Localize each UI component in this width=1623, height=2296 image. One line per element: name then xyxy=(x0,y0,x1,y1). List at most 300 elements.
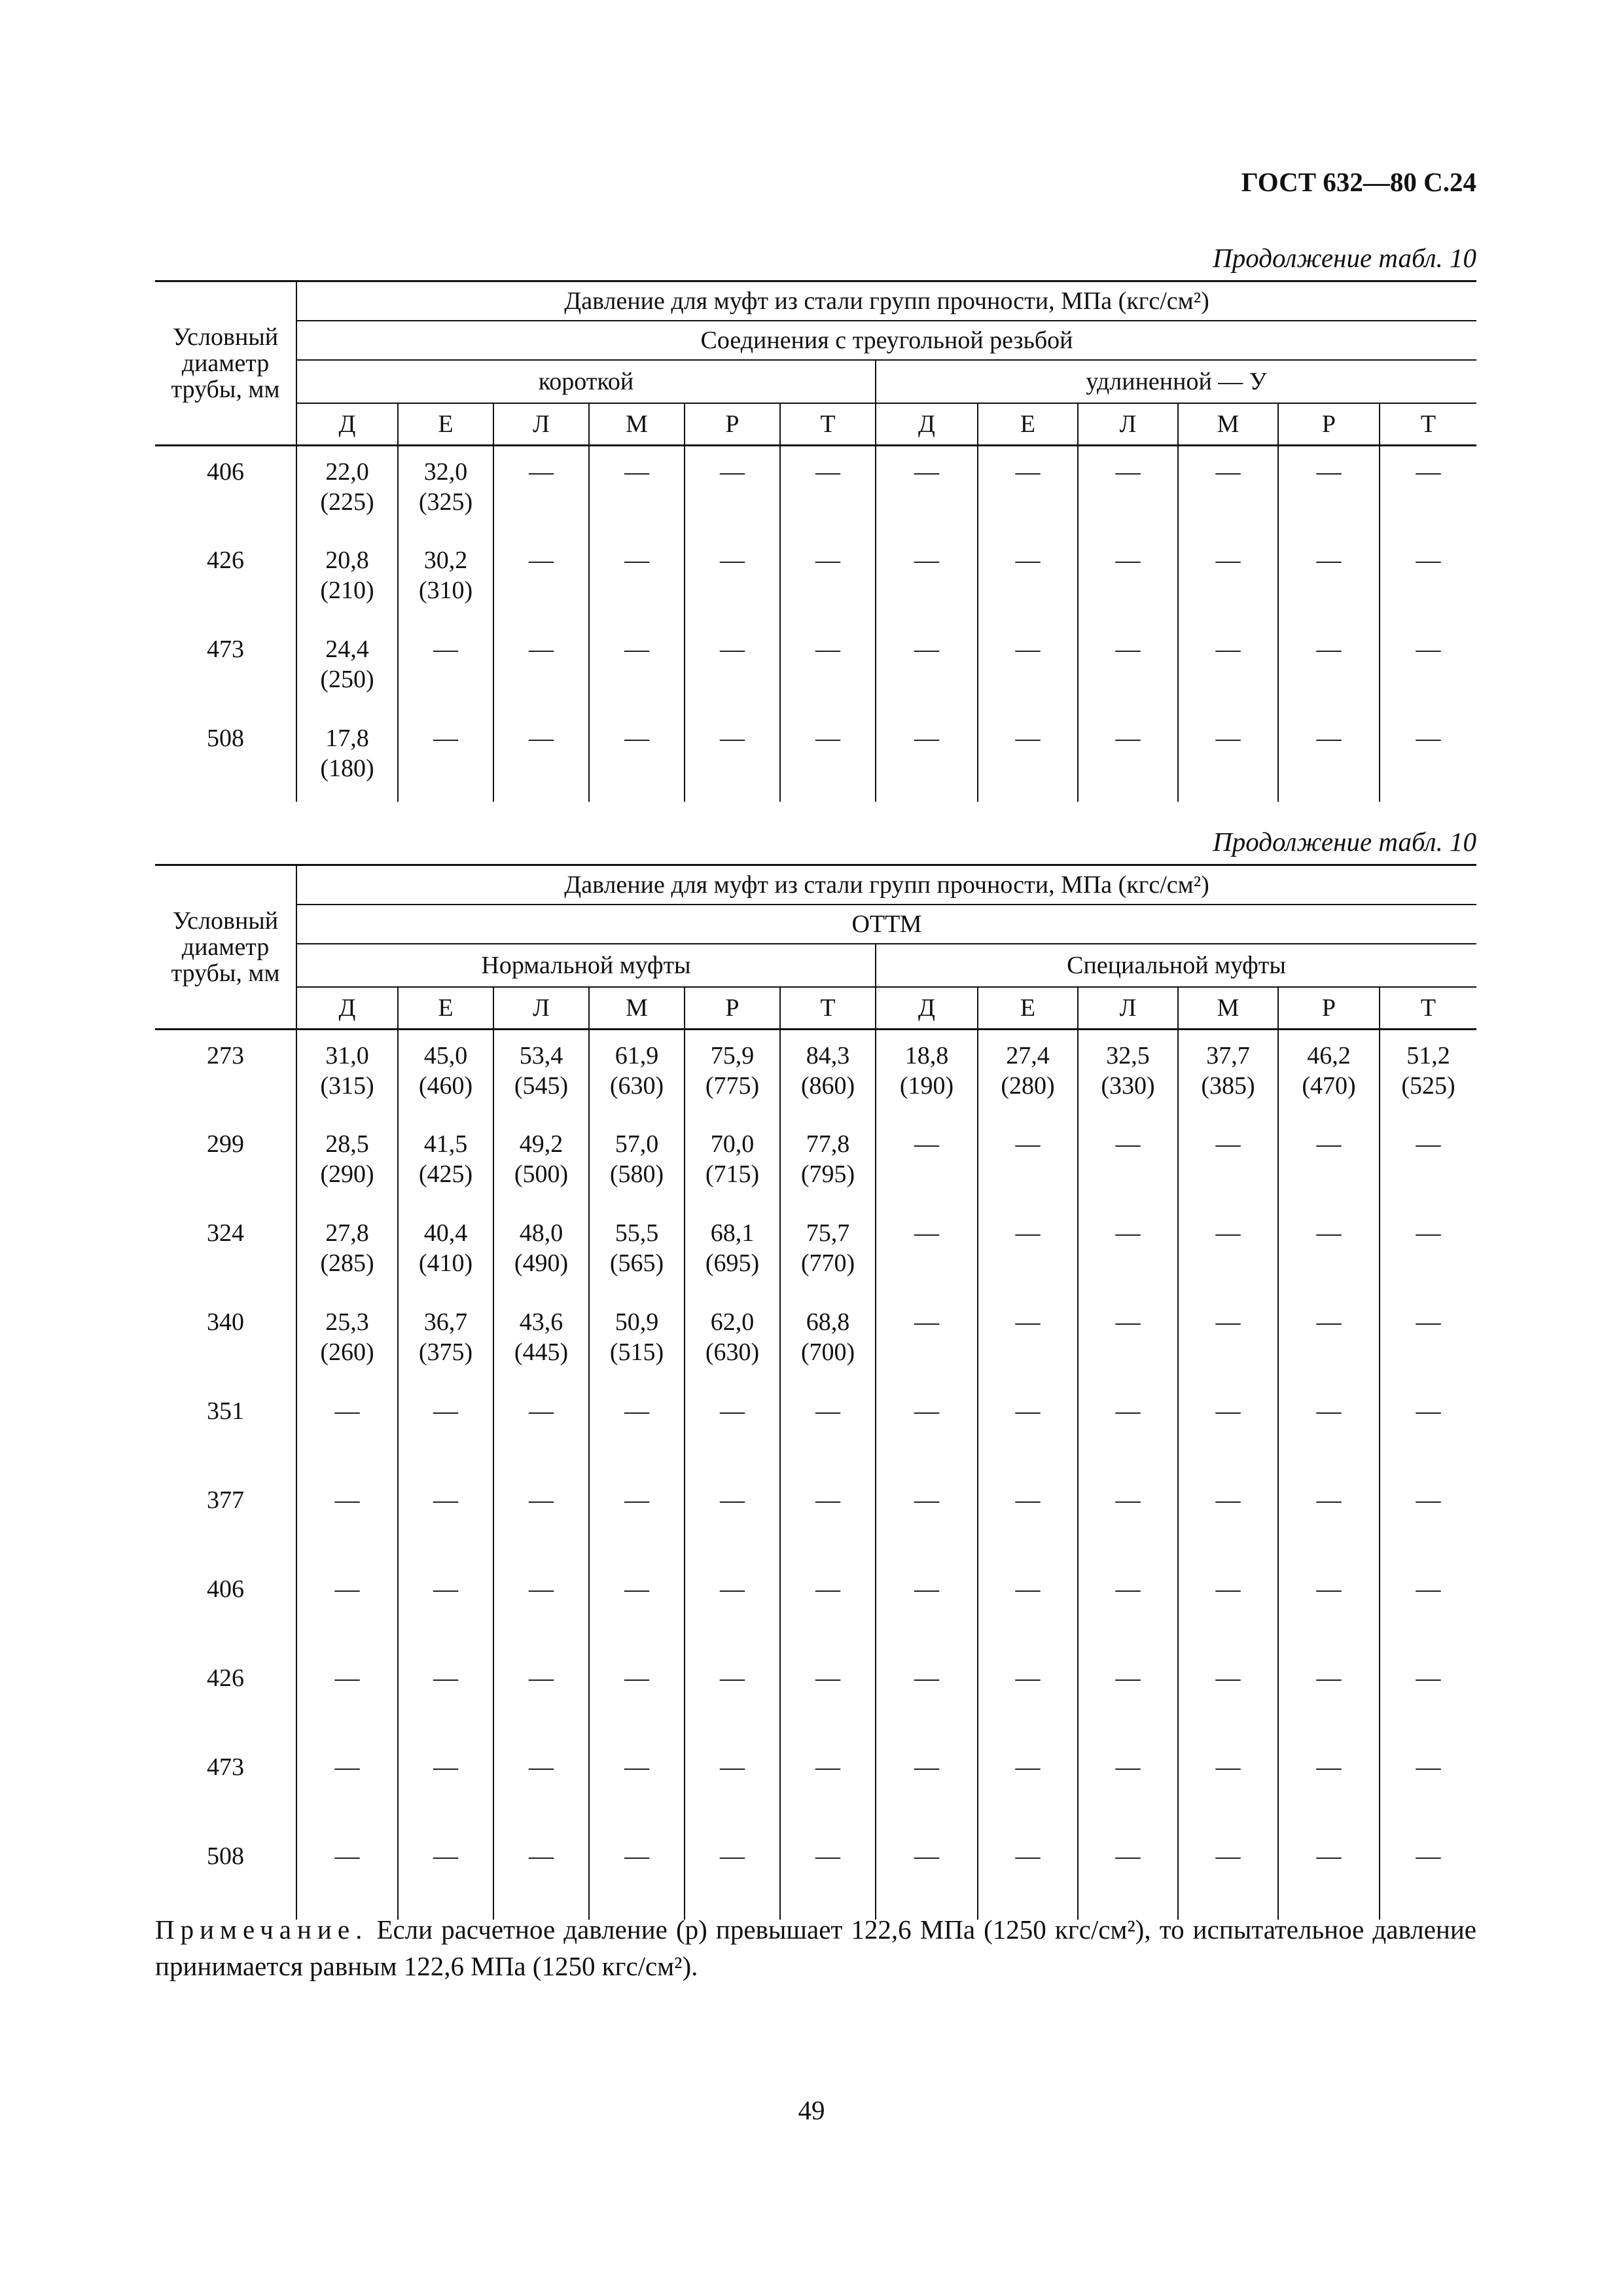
pressure-cell xyxy=(1278,446,1380,535)
pressure-mpa: — xyxy=(624,1753,649,1781)
pressure-mpa: — xyxy=(1316,458,1342,486)
pressure-mpa: 18,8 xyxy=(904,1042,949,1069)
table-row xyxy=(155,1475,1476,1564)
column-header-9: Л xyxy=(1078,403,1178,446)
pressure-cell xyxy=(493,624,589,713)
column-header-2: Е xyxy=(398,987,493,1030)
pressure-cell xyxy=(876,1742,978,1831)
pressure-mpa: — xyxy=(1015,1219,1041,1247)
pressure-kgf: (515) xyxy=(609,1338,664,1366)
pressure-cell xyxy=(1278,1030,1380,1119)
column-header-10: М xyxy=(1178,403,1278,446)
pressure-mpa: — xyxy=(720,1575,745,1603)
pressure-kgf: (180) xyxy=(320,754,374,782)
pressure-cell xyxy=(296,1119,398,1208)
diameter-cell: 473 xyxy=(207,635,244,663)
pressure-cell xyxy=(978,446,1078,535)
pressure-kgf: (285) xyxy=(320,1249,374,1277)
pressure-cell xyxy=(1380,1119,1476,1208)
table-row xyxy=(155,1386,1476,1475)
pressure-cell xyxy=(685,1742,780,1831)
pressure-kgf: (545) xyxy=(514,1072,569,1100)
pressure-mpa: — xyxy=(720,546,745,574)
pressure-mpa: — xyxy=(1316,546,1342,574)
pressure-mpa: — xyxy=(1015,1130,1041,1158)
pressure-cell xyxy=(978,1119,1078,1208)
pressure-mpa: — xyxy=(914,1308,939,1336)
pressure-cell xyxy=(1178,1208,1278,1297)
pressure-mpa: — xyxy=(815,1575,840,1603)
table-row xyxy=(155,1030,1476,1119)
pressure-kgf: (460) xyxy=(418,1072,473,1100)
pressure-cell xyxy=(398,1030,493,1119)
pressure-mpa: — xyxy=(624,1664,649,1692)
pressure-cell xyxy=(978,1742,1078,1831)
pressure-cell xyxy=(1078,535,1178,624)
pressure-cell xyxy=(1078,1475,1178,1564)
pressure-mpa: — xyxy=(529,458,554,486)
pressure-mpa: 62,0 xyxy=(710,1308,755,1336)
pressure-cell xyxy=(685,1475,780,1564)
pressure-cell xyxy=(1278,624,1380,713)
column-header-5: Р xyxy=(685,403,780,446)
pressure-mpa: — xyxy=(720,458,745,486)
pressure-mpa: — xyxy=(815,635,840,663)
pressure-kgf: (330) xyxy=(1101,1072,1155,1100)
pressure-mpa: — xyxy=(433,1753,458,1781)
pressure-cell xyxy=(398,624,493,713)
pressure-cell xyxy=(493,1653,589,1742)
diameter-cell: 340 xyxy=(207,1308,244,1336)
pressure-mpa: — xyxy=(1215,1308,1241,1336)
pressure-mpa: 57,0 xyxy=(615,1130,659,1158)
pressure-mpa: 40,4 xyxy=(423,1219,468,1247)
diameter-cell: 508 xyxy=(207,724,244,752)
pressure-cell xyxy=(1380,713,1476,802)
pressure-cell xyxy=(978,713,1078,802)
pressure-cell xyxy=(876,535,978,624)
pressure-mpa: — xyxy=(1015,546,1041,574)
pressure-mpa: — xyxy=(720,1842,745,1870)
pressure-mpa: — xyxy=(815,458,840,486)
pressure-mpa: — xyxy=(334,1397,360,1425)
pressure-cell xyxy=(296,1030,398,1119)
pressure-mpa: — xyxy=(720,1486,745,1514)
pressure-mpa: 43,6 xyxy=(519,1308,563,1336)
pressure-cell xyxy=(685,1564,780,1653)
pressure-mpa: 49,2 xyxy=(519,1130,563,1158)
pressure-mpa: — xyxy=(624,1397,649,1425)
pressure-kgf: (210) xyxy=(320,576,374,604)
pressure-kgf: (500) xyxy=(514,1160,569,1188)
pressure-cell xyxy=(589,1564,685,1653)
pressure-mpa: — xyxy=(1115,1753,1141,1781)
pressure-mpa: — xyxy=(1316,1219,1342,1247)
pressure-cell xyxy=(780,624,876,713)
pressure-mpa: — xyxy=(624,1842,649,1870)
pressure-cell xyxy=(1178,446,1278,535)
pressure-cell xyxy=(1278,1475,1380,1564)
group-extended-header: удлиненной — У xyxy=(876,360,1476,403)
pressure-kgf: (190) xyxy=(899,1072,954,1100)
connection-header: ОТТМ xyxy=(296,905,1476,944)
pressure-kgf: (525) xyxy=(1401,1072,1455,1100)
diameter-cell: 406 xyxy=(207,1575,244,1603)
pressure-cell xyxy=(589,446,685,535)
pressure-mpa: — xyxy=(815,546,840,574)
pressure-cell xyxy=(1178,1653,1278,1742)
pressure-mpa: — xyxy=(529,1753,554,1781)
pressure-cell xyxy=(296,1564,398,1653)
pressure-cell xyxy=(1278,1831,1380,1920)
pressure-mpa: — xyxy=(529,635,554,663)
pressure-kgf: (290) xyxy=(320,1160,374,1188)
pressure-cell xyxy=(978,535,1078,624)
pressure-cell xyxy=(780,1208,876,1297)
pressure-kgf: (315) xyxy=(320,1072,374,1100)
diameter-cell: 324 xyxy=(207,1219,244,1247)
column-header-12: Т xyxy=(1380,403,1476,446)
pressure-mpa: 51,2 xyxy=(1406,1042,1450,1069)
pressure-mpa: — xyxy=(1115,1664,1141,1692)
pressure-kgf: (225) xyxy=(320,488,374,516)
diameter-cell: 299 xyxy=(207,1130,244,1158)
pressure-cell xyxy=(493,1564,589,1653)
pressure-cell xyxy=(296,1653,398,1742)
table-row xyxy=(155,1297,1476,1386)
pressure-mpa: — xyxy=(1115,1397,1141,1425)
pressure-cell xyxy=(1078,1030,1178,1119)
pressure-cell xyxy=(493,1831,589,1920)
pressure-cell xyxy=(978,1297,1078,1386)
pressure-cell xyxy=(589,624,685,713)
pressure-mpa: — xyxy=(720,1753,745,1781)
pressure-mpa: — xyxy=(529,1575,554,1603)
pressure-mpa: — xyxy=(1316,1130,1342,1158)
pressure-mpa: — xyxy=(1015,724,1041,752)
pressure-mpa: — xyxy=(914,1219,939,1247)
pressure-cell xyxy=(685,1386,780,1475)
pressure-mpa: — xyxy=(1416,1842,1441,1870)
column-header-7: Д xyxy=(876,987,978,1030)
group-short-header: короткой xyxy=(296,360,876,403)
pressure-mpa: — xyxy=(1316,724,1342,752)
pressure-cell xyxy=(296,1475,398,1564)
pressure-mpa: 55,5 xyxy=(615,1219,659,1247)
table-note xyxy=(155,1911,1476,1984)
diameter-cell: 377 xyxy=(207,1486,244,1514)
table-row xyxy=(155,1208,1476,1297)
pressure-kgf: (325) xyxy=(418,488,473,516)
pressure-kgf: (490) xyxy=(514,1249,569,1277)
pressure-cell xyxy=(978,1208,1078,1297)
pressure-cell xyxy=(978,1386,1078,1475)
pressure-cell xyxy=(876,1030,978,1119)
pressure-mpa: — xyxy=(1015,1575,1041,1603)
pressure-table-ottm xyxy=(155,864,1476,1920)
pressure-mpa: — xyxy=(529,1664,554,1692)
pressure-mpa: 53,4 xyxy=(519,1042,563,1069)
table2-continuation-label: Продолжение табл. 10 xyxy=(1213,827,1476,857)
pressure-cell xyxy=(589,1297,685,1386)
pressure-mpa: 27,4 xyxy=(1006,1042,1050,1069)
pressure-kgf: (425) xyxy=(418,1160,473,1188)
pressure-cell xyxy=(876,624,978,713)
pressure-cell xyxy=(398,1297,493,1386)
pressure-cell xyxy=(398,535,493,624)
group-special-header: Специальной муфты xyxy=(876,944,1476,987)
pressure-cell xyxy=(1078,713,1178,802)
pressure-mpa: — xyxy=(815,1664,840,1692)
pressure-kgf: (860) xyxy=(800,1072,855,1100)
pressure-kgf: (715) xyxy=(705,1160,760,1188)
pressure-mpa: 22,0 xyxy=(325,458,369,486)
pressure-mpa: — xyxy=(1115,1842,1141,1870)
pressure-cell xyxy=(1380,1030,1476,1119)
pressure-cell xyxy=(780,1119,876,1208)
pressure-mpa: — xyxy=(529,724,554,752)
pressure-cell xyxy=(589,713,685,802)
pressure-cell xyxy=(1078,1208,1178,1297)
pressure-mpa: — xyxy=(914,1397,939,1425)
pressure-cell xyxy=(1278,1742,1380,1831)
table-row xyxy=(155,1831,1476,1920)
pressure-mpa: 61,9 xyxy=(615,1042,659,1069)
pressure-cell xyxy=(398,1564,493,1653)
pressure-cell xyxy=(493,535,589,624)
pressure-kgf: (310) xyxy=(418,576,473,604)
pressure-mpa: — xyxy=(914,1130,939,1158)
pressure-cell xyxy=(978,1653,1078,1742)
pressure-mpa: — xyxy=(815,724,840,752)
pressure-mpa: — xyxy=(720,724,745,752)
pressure-mpa: — xyxy=(433,1575,458,1603)
pressure-mpa: — xyxy=(1115,458,1141,486)
pressure-mpa: 45,0 xyxy=(423,1042,468,1069)
pressure-mpa: — xyxy=(1316,1753,1342,1781)
pressure-cell xyxy=(978,1475,1078,1564)
pressure-mpa: — xyxy=(815,1753,840,1781)
pressure-cell xyxy=(1178,1742,1278,1831)
pressure-cell xyxy=(296,535,398,624)
pressure-mpa: — xyxy=(1416,1664,1441,1692)
pressure-mpa: — xyxy=(1115,546,1141,574)
pressure-mpa: 24,4 xyxy=(325,635,369,663)
pressure-cell xyxy=(493,1030,589,1119)
pressure-mpa: — xyxy=(914,635,939,663)
pressure-kgf: (770) xyxy=(800,1249,855,1277)
pressure-mpa: — xyxy=(1416,1575,1441,1603)
pressure-mpa: — xyxy=(1115,1575,1141,1603)
pressure-kgf: (695) xyxy=(705,1249,760,1277)
pressure-cell xyxy=(1278,1297,1380,1386)
pressure-mpa: — xyxy=(914,458,939,486)
group-normal-header: Нормальной муфты xyxy=(296,944,876,987)
pressure-mpa: — xyxy=(1316,1486,1342,1514)
pressure-cell xyxy=(1278,1564,1380,1653)
pressure-cell xyxy=(589,1030,685,1119)
pressure-cell xyxy=(876,1208,978,1297)
column-header-6: Т xyxy=(780,987,876,1030)
pressure-cell xyxy=(398,1208,493,1297)
table-row xyxy=(155,1653,1476,1742)
pressure-mpa: — xyxy=(1215,1130,1241,1158)
pressure-mpa: — xyxy=(433,635,458,663)
pressure-mpa: — xyxy=(1015,1664,1041,1692)
pressure-mpa: — xyxy=(720,1397,745,1425)
pressure-kgf: (630) xyxy=(609,1072,664,1100)
pressure-cell xyxy=(589,535,685,624)
pressure-mpa: — xyxy=(1316,1308,1342,1336)
pressure-mpa: — xyxy=(1416,1753,1441,1781)
pressure-cell xyxy=(296,1386,398,1475)
pressure-mpa: — xyxy=(914,1664,939,1692)
pressure-mpa: 75,9 xyxy=(710,1042,755,1069)
pressure-kgf: (700) xyxy=(800,1338,855,1366)
pressure-cell xyxy=(685,1653,780,1742)
pressure-mpa: — xyxy=(1416,458,1441,486)
note-text: Если расчетное давление (p) превышает 122,6 МПа (1250 кгс/см²), то испытательное давление принимается равным 122,6 МПа (1250 кгс/см²). xyxy=(155,1914,1476,1981)
pressure-cell xyxy=(685,535,780,624)
pressure-mpa: — xyxy=(1015,1308,1041,1336)
pressure-cell xyxy=(589,1653,685,1742)
pressure-mpa: — xyxy=(433,724,458,752)
pressure-cell xyxy=(1380,1386,1476,1475)
pressure-cell xyxy=(1278,1119,1380,1208)
pressure-mpa: — xyxy=(1115,1486,1141,1514)
pressure-mpa: — xyxy=(1215,1219,1241,1247)
pressure-cell xyxy=(493,713,589,802)
pressure-mpa: 68,8 xyxy=(806,1308,850,1336)
column-header-10: М xyxy=(1178,987,1278,1030)
pressure-kgf: (775) xyxy=(705,1072,760,1100)
pressure-cell xyxy=(1380,1742,1476,1831)
pressure-cell xyxy=(978,1030,1078,1119)
pressure-cell xyxy=(589,1475,685,1564)
pressure-cell xyxy=(296,1831,398,1920)
pressure-mpa: — xyxy=(1416,546,1441,574)
pressure-cell xyxy=(1178,1297,1278,1386)
pressure-cell xyxy=(1078,1831,1178,1920)
pressure-cell xyxy=(780,1564,876,1653)
pressure-cell xyxy=(1278,1386,1380,1475)
column-header-11: Р xyxy=(1278,987,1380,1030)
pressure-cell xyxy=(1380,535,1476,624)
pressure-mpa: — xyxy=(1215,635,1241,663)
pressure-cell xyxy=(589,1386,685,1475)
pressure-mpa: — xyxy=(1015,635,1041,663)
table-row xyxy=(155,713,1476,802)
table-row xyxy=(155,446,1476,535)
pressure-cell xyxy=(493,1119,589,1208)
pressure-cell xyxy=(1178,1386,1278,1475)
pressure-mpa: — xyxy=(1316,1575,1342,1603)
pressure-kgf: (445) xyxy=(514,1338,569,1366)
pressure-cell xyxy=(296,446,398,535)
pressure-cell xyxy=(1078,1386,1178,1475)
pressure-mpa: — xyxy=(624,1575,649,1603)
table-row xyxy=(155,624,1476,713)
pressure-kgf: (260) xyxy=(320,1338,374,1366)
pressure-cell xyxy=(978,1831,1078,1920)
pressure-mpa: — xyxy=(1215,546,1241,574)
pressure-cell xyxy=(780,535,876,624)
pressure-cell xyxy=(876,1119,978,1208)
pressure-mpa: 30,2 xyxy=(423,546,468,574)
column-header-3: Л xyxy=(493,987,589,1030)
pressure-mpa: — xyxy=(1215,724,1241,752)
pressure-mpa: 77,8 xyxy=(806,1130,850,1158)
pressure-cell xyxy=(296,713,398,802)
pressure-cell xyxy=(493,1297,589,1386)
pressure-cell xyxy=(1178,1475,1278,1564)
diameter-cell: 273 xyxy=(207,1042,244,1069)
pressure-cell xyxy=(1178,713,1278,802)
page-number: 49 xyxy=(798,2095,825,2125)
pressure-kgf: (375) xyxy=(418,1338,473,1366)
pressure-cell xyxy=(398,1386,493,1475)
pressure-cell xyxy=(876,446,978,535)
pressure-cell xyxy=(1278,1208,1380,1297)
pressure-mpa: — xyxy=(624,635,649,663)
pressure-mpa: — xyxy=(334,1753,360,1781)
pressure-mpa: 27,8 xyxy=(325,1219,369,1247)
pressure-mpa: — xyxy=(334,1486,360,1514)
pressure-mpa: — xyxy=(815,1397,840,1425)
pressure-mpa: — xyxy=(529,1486,554,1514)
pressure-cell xyxy=(1380,1475,1476,1564)
pressure-cell xyxy=(685,446,780,535)
pressure-mpa: — xyxy=(1215,1753,1241,1781)
pressure-mpa: 75,7 xyxy=(806,1219,850,1247)
pressure-mpa: — xyxy=(529,1397,554,1425)
column-header-8: Е xyxy=(978,403,1078,446)
pressure-mpa: — xyxy=(624,1486,649,1514)
pressure-mpa: 36,7 xyxy=(423,1308,468,1336)
pressure-cell xyxy=(685,1030,780,1119)
pressure-mpa: 32,5 xyxy=(1106,1042,1150,1069)
note-label: Примечание. xyxy=(155,1914,368,1945)
table-row xyxy=(155,535,1476,624)
pressure-cell xyxy=(493,446,589,535)
pressure-cell xyxy=(1178,1831,1278,1920)
pressure-mpa: — xyxy=(334,1842,360,1870)
pressure-cell xyxy=(398,1742,493,1831)
pressure-cell xyxy=(1178,535,1278,624)
pressure-mpa: — xyxy=(529,546,554,574)
pressure-mpa: 48,0 xyxy=(519,1219,563,1247)
pressure-cell xyxy=(296,1208,398,1297)
pressure-mpa: 28,5 xyxy=(325,1130,369,1158)
pressure-mpa: 84,3 xyxy=(806,1042,850,1069)
pressure-mpa: — xyxy=(1115,1130,1141,1158)
pressure-kgf: (280) xyxy=(1001,1072,1055,1100)
connection-header: Соединения с треугольной резьбой xyxy=(296,321,1476,360)
pressure-cell xyxy=(780,1475,876,1564)
pressure-cell xyxy=(493,1742,589,1831)
pressure-mpa: — xyxy=(914,1486,939,1514)
pressure-cell xyxy=(1078,1564,1178,1653)
pressure-cell xyxy=(1380,1297,1476,1386)
pressure-header: Давление для муфт из стали групп прочности, МПа (кгс/см²) xyxy=(296,281,1476,321)
pressure-mpa: — xyxy=(1215,1575,1241,1603)
diameter-header: Условный диаметр трубы, мм xyxy=(155,281,296,446)
pressure-mpa: — xyxy=(1115,724,1141,752)
pressure-mpa: — xyxy=(914,1753,939,1781)
pressure-mpa: — xyxy=(1215,1842,1241,1870)
pressure-mpa: — xyxy=(1416,1219,1441,1247)
pressure-cell xyxy=(685,1831,780,1920)
